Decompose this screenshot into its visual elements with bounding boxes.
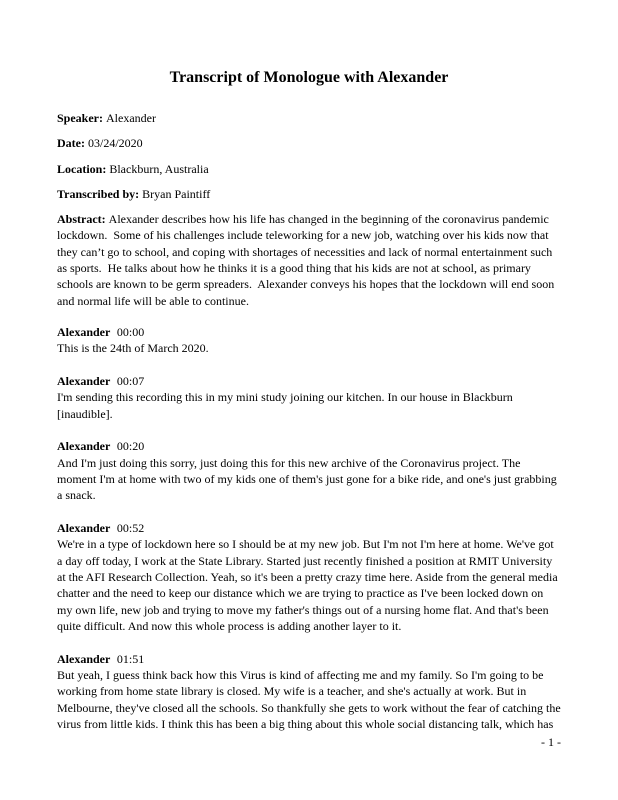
entry-speaker: Alexander — [57, 651, 111, 666]
entry-text: But yeah, I guess think back how this Virus is kind of affecting me and my family. So I'm going to be working from home state library is closed. My wife is a teacher, and she's actually at work. But in Melbourne, they've closed all the schools. So thankfully she gets to work without the fear of catching the virus from little kids. I think this has been a big thing about this whole social distancing talk, which has — [57, 668, 564, 731]
entry-heading — [57, 373, 561, 389]
entry-timestamp: 00:07 — [116, 374, 145, 389]
meta-location-value: Blackburn, Australia — [109, 161, 209, 176]
entry-text: This is the 24th of March 2020. — [57, 341, 209, 356]
meta-date-label: Date: — [57, 136, 85, 151]
transcript-entry — [57, 520, 561, 634]
document-title: Transcript of Monologue with Alexander — [169, 69, 449, 86]
entry-speaker: Alexander — [57, 324, 111, 339]
entry-heading — [57, 438, 561, 454]
entry-text: I'm sending this recording this in my mini study joining our kitchen. In our house in Blackburn [inaudible]. — [57, 390, 516, 421]
transcript-entry — [57, 324, 561, 357]
meta-location — [57, 161, 561, 177]
entry-timestamp: 00:52 — [116, 521, 145, 536]
page-number: - 1 - — [541, 735, 561, 749]
entry-speaker: Alexander — [57, 439, 111, 454]
meta-transcriber-label: Transcribed by: — [57, 186, 140, 201]
entry-speaker: Alexander — [57, 521, 111, 536]
meta-location-label: Location: — [57, 161, 107, 176]
entry-text: And I'm just doing this sorry, just doing this for this new archive of the Coronavirus project. The moment I'm at home with two of my kids one of them's just gone for a bike ride, and one's just grabbing a snack. — [57, 455, 560, 503]
meta-transcriber-value: Bryan Paintiff — [142, 186, 211, 201]
abstract-paragraph — [57, 211, 561, 309]
entry-heading — [57, 324, 561, 340]
meta-speaker-value: Alexander — [106, 111, 156, 125]
meta-speaker-label: Speaker: — [57, 111, 103, 125]
transcript-entry — [57, 651, 564, 732]
entry-speaker: Alexander — [57, 374, 111, 389]
entry-timestamp: 00:20 — [116, 439, 145, 454]
entry-timestamp: 01:51 — [116, 651, 145, 666]
transcript-entry — [57, 373, 561, 422]
meta-date-value: 03/24/2020 — [87, 136, 143, 151]
metadata-section — [57, 110, 561, 202]
entry-timestamp: 00:00 — [116, 324, 145, 339]
meta-transcriber — [57, 186, 561, 202]
meta-speaker — [57, 110, 561, 126]
entry-heading — [57, 651, 561, 667]
entry-heading — [57, 520, 561, 536]
abstract-label: Abstract: — [57, 212, 106, 227]
entry-text: We're in a type of lockdown here so I should be at my new job. But I'm not I'm here at home. We've got a day off today, I work at the State Library. Started just recently finished a position at RMIT University at the AFI Research Collection. Yeah, so it's been a pretty crazy time here. Aside from the general media chatter and the need to keep our distance which we are trying to practice as I've been locked down on my own life, new job and trying to move my father's things out of a nursing home flat. And that's been quite difficult. And now this whole process is adding another layer to it. — [57, 537, 561, 633]
abstract-text: Alexander describes how his life has changed in the beginning of the coronavirus pandemic lockdown. Some of his challenges include teleworking for a new job, watching over his kids now that they can’t go to school, and coping with shortages of necessities and lack of normal entertainment such as sports. He talks about how he thinks it is a good thing that his kids are not at school, as primary schools are known to be germ spreaders. Alexander conveys his hopes that the lockdown will end soon and normal life will be able to continue. — [57, 212, 558, 308]
meta-date — [57, 135, 561, 151]
transcript-entry — [57, 438, 561, 503]
